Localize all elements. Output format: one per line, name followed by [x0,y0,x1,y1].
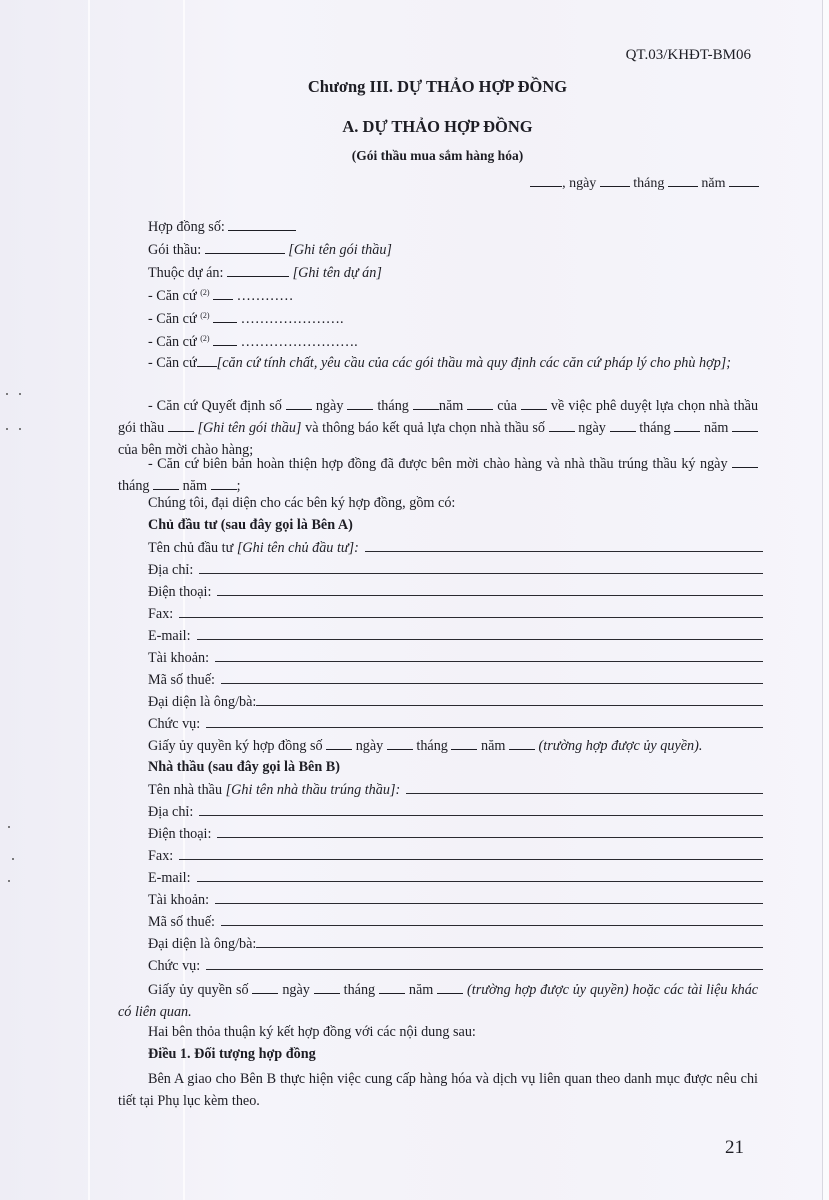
party-b-email-input[interactable] [197,869,763,882]
party-b-fax-input[interactable] [179,847,763,860]
party-a-auth-day-blank[interactable] [387,737,413,750]
party-a-representative-field: Đại diện là ông/bà: [148,693,763,711]
scan-speck [6,393,8,395]
basis-minutes-paragraph: - Căn cứ biên bản hoàn thiện hợp đồng đã được bên mời chào hàng và nhà thầu trúng thầu ký ngày tháng năm ; [118,453,758,497]
party-a-account-input[interactable] [215,649,763,662]
scan-speck [12,858,14,860]
package-blank[interactable] [205,241,285,254]
minutes-day-blank[interactable] [732,455,758,468]
party-a-position-field: Chức vụ: [148,715,763,733]
intro-text: Chúng tôi, đại diện cho các bên ký hợp đồng, gồm có: [148,495,456,511]
party-a-email-input[interactable] [197,627,763,640]
party-b-auth-year-blank[interactable] [437,981,463,994]
minutes-month-blank[interactable] [153,477,179,490]
decision-month-blank[interactable] [413,397,439,410]
party-b-position-field: Chức vụ: [148,957,763,975]
form-code: QT.03/KHĐT-BM06 [625,47,751,63]
basis-generic-paragraph: - Căn cứ [căn cứ tính chất, yêu cầu của các gói thầu mà quy định các căn cứ pháp lý cho phù hợp]; [148,355,732,371]
minutes-year-blank[interactable] [211,477,237,490]
party-a-name-input[interactable] [365,539,763,552]
section-title: A. DỰ THẢO HỢP ĐỒNG [342,117,533,136]
party-b-account-input[interactable] [215,891,763,904]
party-a-auth-month-blank[interactable] [451,737,477,750]
party-a-name-field: Tên chủ đầu tư [Ghi tên chủ đầu tư]: [148,539,763,557]
scan-speck [19,428,21,430]
contract-number-line: Hợp đồng số: [148,218,296,236]
scan-speck [8,826,10,828]
party-a-auth-year-blank[interactable] [509,737,535,750]
page-number: 21 [725,1137,744,1158]
decision-package-blank[interactable] [168,419,194,432]
package-line: Gói thầu: [Ghi tên gói thầu] [148,242,392,258]
basis-line: - Căn cứ $^{(2)}$ …………………. [148,311,344,327]
party-b-account-field: Tài khoản: [148,891,763,909]
basis-blank[interactable] [213,333,237,346]
section-subtitle: (Gói thầu mua sắm hàng hóa) [351,148,524,163]
basis-blank[interactable] [213,310,237,323]
party-b-auth-month-blank[interactable] [379,981,405,994]
party-a-representative-input[interactable] [256,693,763,706]
decision-number-blank[interactable] [286,397,312,410]
basis-blank[interactable] [213,287,233,300]
date-line: , ngày tháng năm [530,174,759,192]
decision-year-blank[interactable] [467,397,493,410]
party-b-address-input[interactable] [199,803,763,816]
party-b-fax-field: Fax: [148,847,763,865]
party-b-auth-number-blank[interactable] [252,981,278,994]
party-a-tax-input[interactable] [221,671,763,684]
chapter-title: Chương III. DỰ THẢO HỢP ĐỒNG [307,77,568,96]
party-b-tax-input[interactable] [221,913,763,926]
party-b-phone-input[interactable] [217,825,763,838]
basis-blank[interactable] [197,354,217,367]
party-b-address-field: Địa chỉ: [148,803,763,821]
party-b-authorization-paragraph: Giấy ủy quyền số ngày tháng năm (trường hợp được ủy quyền) hoặc các tài liệu khác có liên quan. [118,982,759,1020]
project-line: Thuộc dự án: [Ghi tên dự án] [148,265,382,281]
article-1-heading: Điều 1. Đối tượng hợp đồng [148,1046,316,1062]
party-a-heading: Chủ đầu tư (sau đây gọi là Bên A) [148,517,353,533]
party-b-email-field: E-mail: [148,869,763,887]
party-a-position-input[interactable] [206,715,763,728]
party-a-email-field: E-mail: [148,627,763,645]
party-b-name-field: Tên nhà thầu [Ghi tên nhà thầu trúng thầu]: [148,781,763,799]
day-blank[interactable] [600,174,630,187]
notice-month-blank[interactable] [674,419,700,432]
decision-issuer-blank[interactable] [521,397,547,410]
party-a-tax-field: Mã số thuế: [148,671,763,689]
party-a-auth-number-blank[interactable] [326,737,352,750]
party-a-phone-field: Điện thoại: [148,583,763,601]
party-a-fax-input[interactable] [179,605,763,618]
party-a-fax-field: Fax: [148,605,763,623]
month-blank[interactable] [668,174,698,187]
party-b-heading: Nhà thầu (sau đây gọi là Bên B) [148,759,340,775]
project-blank[interactable] [227,264,289,277]
notice-year-blank[interactable] [732,419,758,432]
scan-speck [6,428,8,430]
year-blank[interactable] [729,174,759,187]
party-a-phone-input[interactable] [217,583,763,596]
party-a-address-input[interactable] [199,561,763,574]
party-b-name-input[interactable] [406,781,763,794]
contract-number-blank[interactable] [228,218,296,231]
basis-decision-paragraph: - Căn cứ Quyết định số ngày tháng năm của về việc phê duyệt lựa chọn nhà thầu gói thầu [Ghi tên gói thầu] và thông báo kết quả lựa chọn nhà thầu số ngày tháng năm của bên mời chào hàng; [118,398,759,458]
party-b-phone-field: Điện thoại: [148,825,763,843]
page-edge [822,0,829,1200]
party-b-auth-day-blank[interactable] [314,981,340,994]
basis-line: - Căn cứ $^{(2)}$ ………… [148,288,294,304]
agreement-text: Hai bên thỏa thuận ký kết hợp đồng với các nội dung sau: [148,1024,476,1040]
article-1-body: Bên A giao cho Bên B thực hiện việc cung cấp hàng hóa và dịch vụ liên quan theo danh mục được nêu chi tiết tại Phụ lục kèm theo. [118,1071,758,1109]
party-b-representative-field: Đại diện là ông/bà: [148,935,763,953]
party-b-position-input[interactable] [206,957,763,970]
scan-speck [19,393,21,395]
party-a-account-field: Tài khoản: [148,649,763,667]
decision-day-blank[interactable] [347,397,373,410]
party-b-tax-field: Mã số thuế: [148,913,763,931]
basis-line: - Căn cứ $^{(2)}$ ……………………. [148,334,358,350]
notice-number-blank[interactable] [549,419,575,432]
place-blank[interactable] [530,174,562,187]
party-b-representative-input[interactable] [256,935,763,948]
party-a-authorization-line: Giấy ủy quyền ký hợp đồng số ngày tháng năm (trường hợp được ủy quyền). [148,738,703,754]
scan-fold-line [88,0,90,1200]
notice-day-blank[interactable] [610,419,636,432]
party-a-address-field: Địa chỉ: [148,561,763,579]
scan-speck [8,880,10,882]
